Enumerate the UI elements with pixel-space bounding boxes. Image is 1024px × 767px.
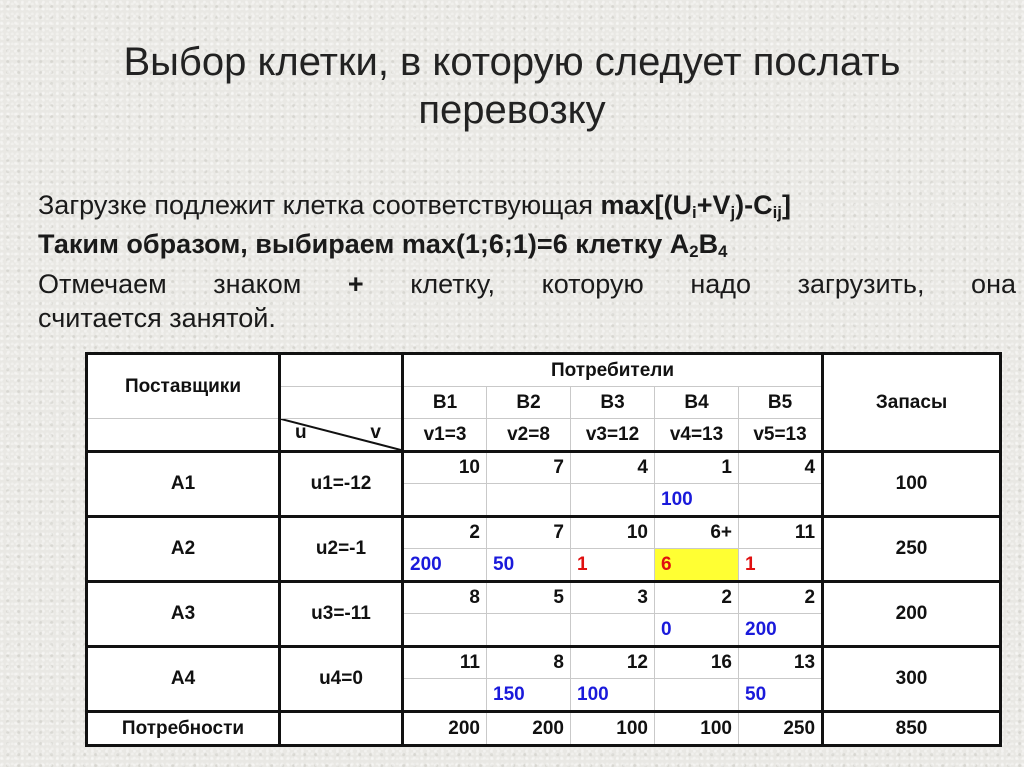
text-line-3: Отмечаем знаком + клетку, которую надо загрузить, она считается занятой. [38,269,1016,333]
cost-cell: 8 [487,647,571,679]
demand-label: Потребности [87,712,280,746]
stock-value: 100 [823,452,1001,517]
cost-cell: 2 [403,517,487,549]
cost-cell: 13 [739,647,823,679]
demand-value: 250 [739,712,823,746]
allocation-cell: 200 [739,614,823,647]
cost-cell: 10 [571,517,655,549]
selected-cell: 6 [655,549,739,582]
u-value: u3=-11 [280,582,403,647]
cost-cell: 8 [403,582,487,614]
slide-title: Выбор клетки, в которую следует послать перевозку [123,40,901,132]
stock-value: 300 [823,647,1001,712]
demand-value: 200 [487,712,571,746]
plus-sign: + [347,269,364,299]
supplier-name: A3 [87,582,280,647]
cost-cell: 10 [403,452,487,484]
v-value: v5=13 [739,419,823,452]
stock-header: Запасы [823,354,1001,452]
v-label: v [370,422,381,443]
uv-corner-cell [280,419,403,452]
estimate-cell: 1 [739,549,823,582]
text-line-1 [38,188,1016,222]
v-value: v1=3 [403,419,487,452]
cost-cell: 6+ [655,517,739,549]
suppliers-header: Поставщики [87,354,280,419]
cost-cell: 11 [403,647,487,679]
cost-cell: 11 [739,517,823,549]
cost-cell: 3 [571,582,655,614]
supplier-name: A2 [87,517,280,582]
transport-table [85,352,1002,747]
line1-text: Загрузке подлежит клетка соответствующая [38,190,601,220]
u-value: u2=-1 [280,517,403,582]
cost-cell: 7 [487,452,571,484]
stock-value: 200 [823,582,1001,647]
v-value: v2=8 [487,419,571,452]
cost-cell: 16 [655,647,739,679]
supplier-name: A1 [87,452,280,517]
cost-cell: 7 [487,517,571,549]
col-header: B4 [655,387,739,419]
cost-cell: 2 [739,582,823,614]
col-header: B2 [487,387,571,419]
text-line-2: Таким образом, выбираем max(1;6;1)=6 клетку $A_2B_4$ [38,229,728,262]
col-header: B1 [403,387,487,419]
estimate-cell: 1 [571,549,655,582]
allocation-cell: 0 [655,614,739,647]
v-value: v4=13 [655,419,739,452]
cost-cell: 1 [655,452,739,484]
consumers-header: Потребители [403,354,823,387]
demand-value: 200 [403,712,487,746]
cost-cell: 4 [571,452,655,484]
allocation-cell: 50 [739,679,823,712]
demand-value: 100 [571,712,655,746]
allocation-cell: 50 [487,549,571,582]
demand-value: 100 [655,712,739,746]
u-value: u1=-12 [280,452,403,517]
col-header: B5 [739,387,823,419]
allocation-cell: 150 [487,679,571,712]
formula-max: $\max[(U_i+V_j)-C_{ij}]$ [600,190,791,223]
cost-cell: 12 [571,647,655,679]
v-value: v3=12 [571,419,655,452]
col-header: B3 [571,387,655,419]
allocation-cell: 200 [403,549,487,582]
allocation-cell: 100 [571,679,655,712]
cost-cell: 2 [655,582,739,614]
allocation-cell: 100 [655,484,739,517]
u-label: u [295,422,307,443]
stock-value: 250 [823,517,1001,582]
supplier-name: A4 [87,647,280,712]
total-value: 850 [823,712,1001,746]
cost-cell: 5 [487,582,571,614]
cost-cell: 4 [739,452,823,484]
u-value: u4=0 [280,647,403,712]
